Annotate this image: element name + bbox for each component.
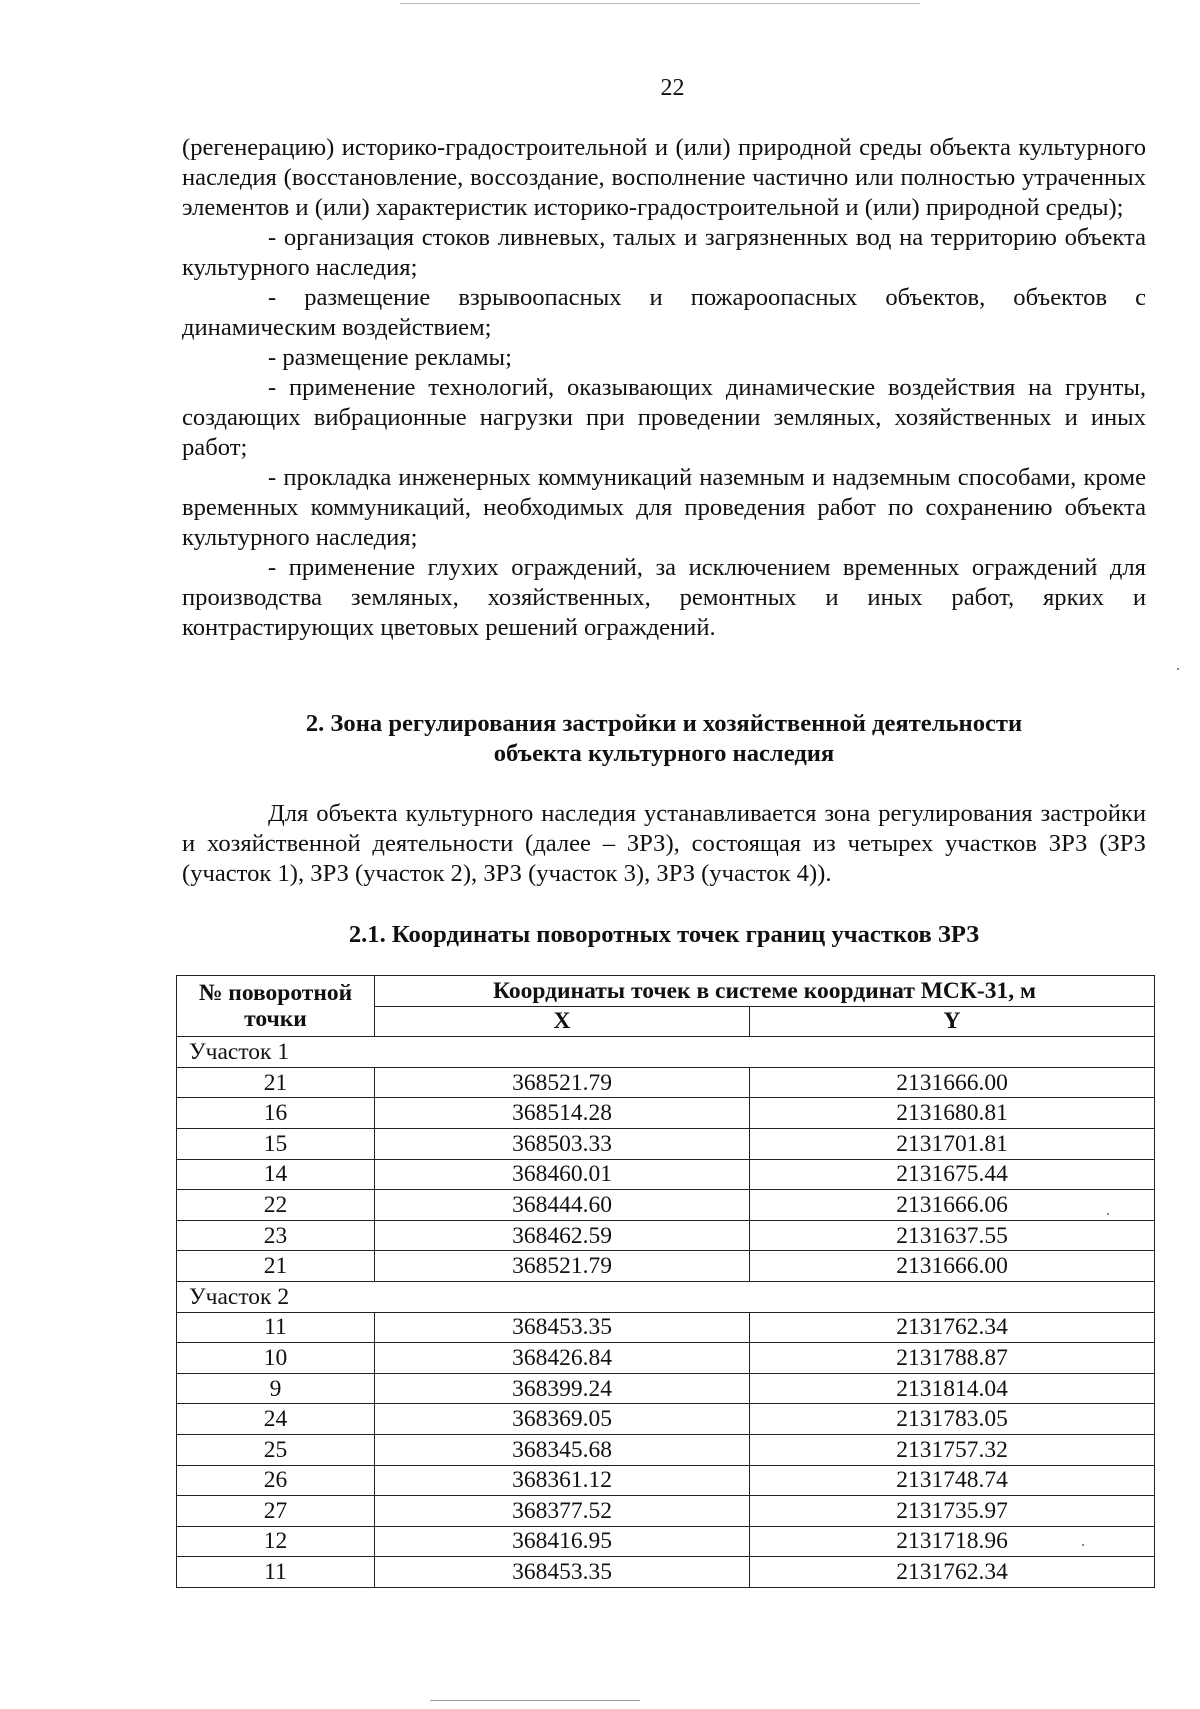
cell-x: 368521.79	[375, 1067, 750, 1098]
cell-x: 368444.60	[375, 1190, 750, 1221]
body-text	[182, 133, 1146, 643]
paragraph: - организация стоков ливневых, талых и загрязненных вод на территорию объекта культурного наследия;	[182, 224, 1146, 281]
header-point-number: № поворотной точки	[177, 976, 375, 1037]
page-number: 22	[660, 75, 685, 101]
cell-y: 2131783.05	[750, 1404, 1155, 1435]
table-row	[177, 1343, 1155, 1374]
cell-point: 23	[177, 1220, 375, 1251]
paragraph: - применение глухих ограждений, за исключением временных ограждений для производства земляных, хозяйственных, ремонтных и иных работ, ярких и контрастирующих цветовых решений ограждений.	[182, 554, 1146, 641]
cell-x: 368426.84	[375, 1343, 750, 1374]
cell-x: 368369.05	[375, 1404, 750, 1435]
coordinates-table-body	[177, 1037, 1155, 1588]
scan-speck	[1107, 1213, 1109, 1215]
paragraph: - применение технологий, оказывающих динамические воздействия на грунты, создающих вибрационные нагрузки при проведении земляных, хозяйственных и иных работ;	[182, 374, 1146, 461]
section-heading-line-1: 2. Зона регулирования застройки и хозяйственной деятельности	[305, 710, 1023, 737]
cell-point: 9	[177, 1373, 375, 1404]
intro-paragraph	[182, 799, 1146, 889]
table-row	[177, 1404, 1155, 1435]
section-heading-line-2: объекта культурного наследия	[493, 740, 835, 767]
header-y: Y	[750, 1006, 1155, 1037]
cell-y: 2131675.44	[750, 1159, 1155, 1190]
header-coordinates: Координаты точек в системе координат МСК-31, м	[375, 976, 1155, 1007]
cell-y: 2131757.32	[750, 1434, 1155, 1465]
cell-x: 368361.12	[375, 1465, 750, 1496]
cell-point: 14	[177, 1159, 375, 1190]
cell-point: 22	[177, 1190, 375, 1221]
cell-x: 368345.68	[375, 1434, 750, 1465]
bottom-scan-edge	[430, 1700, 640, 1701]
cell-point: 26	[177, 1465, 375, 1496]
table-row	[177, 1190, 1155, 1221]
cell-x: 368503.33	[375, 1128, 750, 1159]
paragraph: - размещение взрывоопасных и пожароопасных объектов, объектов с динамическим воздействием;	[182, 284, 1146, 341]
cell-point: 10	[177, 1343, 375, 1374]
table-row	[177, 1557, 1155, 1588]
table-row	[177, 1312, 1155, 1343]
section-label: Участок 2	[177, 1281, 1155, 1312]
cell-point: 11	[177, 1312, 375, 1343]
table-row	[177, 1067, 1155, 1098]
cell-x: 368453.35	[375, 1312, 750, 1343]
cell-y: 2131701.81	[750, 1128, 1155, 1159]
cell-x: 368521.79	[375, 1251, 750, 1282]
cell-point: 16	[177, 1098, 375, 1129]
table-row	[177, 1128, 1155, 1159]
cell-point: 21	[177, 1067, 375, 1098]
cell-x: 368416.95	[375, 1526, 750, 1557]
cell-y: 2131680.81	[750, 1098, 1155, 1129]
cell-point: 12	[177, 1526, 375, 1557]
cell-y: 2131666.00	[750, 1251, 1155, 1282]
cell-y: 2131814.04	[750, 1373, 1155, 1404]
coordinates-subheading: 2.1. Координаты поворотных точек границ участков ЗРЗ	[348, 921, 980, 948]
cell-x: 368514.28	[375, 1098, 750, 1129]
table-row	[177, 1465, 1155, 1496]
top-scan-edge	[400, 3, 920, 4]
table-row	[177, 1526, 1155, 1557]
table-row	[177, 1220, 1155, 1251]
paragraph: (регенерацию) историко-градостроительной и (или) природной среды объекта культурного наследия (восстановление, воссоздание, восполнение частично или полностью утраченных элементов и (или) характеристик историко-градостроительной и (или) природной среды);	[182, 134, 1146, 221]
cell-y: 2131735.97	[750, 1496, 1155, 1527]
section-label: Участок 1	[177, 1037, 1155, 1068]
cell-y: 2131666.00	[750, 1067, 1155, 1098]
cell-y: 2131762.34	[750, 1557, 1155, 1588]
table-header-row	[177, 976, 1155, 1007]
cell-y: 2131718.96	[750, 1526, 1155, 1557]
header-x: X	[375, 1006, 750, 1037]
table-row	[177, 1159, 1155, 1190]
table-row	[177, 1434, 1155, 1465]
paragraph: - размещение рекламы;	[268, 344, 512, 371]
section-row	[177, 1281, 1155, 1312]
intro-text: Для объекта культурного наследия устанавливается зона регулирования застройки и хозяйственной деятельности (далее – ЗРЗ), состоящая из четырех участков ЗРЗ (ЗРЗ (участок 1), ЗРЗ (участок 2), ЗРЗ (участок 3), ЗРЗ (участок 4)).	[182, 800, 1146, 887]
cell-point: 25	[177, 1434, 375, 1465]
cell-point: 11	[177, 1557, 375, 1588]
cell-x: 368399.24	[375, 1373, 750, 1404]
cell-x: 368462.59	[375, 1220, 750, 1251]
cell-point: 27	[177, 1496, 375, 1527]
cell-point: 24	[177, 1404, 375, 1435]
cell-point: 21	[177, 1251, 375, 1282]
coordinates-table	[176, 975, 1155, 1588]
cell-y: 2131666.06	[750, 1190, 1155, 1221]
table-row	[177, 1251, 1155, 1282]
section-row	[177, 1037, 1155, 1068]
table-row	[177, 1373, 1155, 1404]
cell-y: 2131762.34	[750, 1312, 1155, 1343]
cell-y: 2131788.87	[750, 1343, 1155, 1374]
cell-y: 2131748.74	[750, 1465, 1155, 1496]
scan-speck	[1177, 668, 1179, 670]
table-row	[177, 1496, 1155, 1527]
scan-speck	[1082, 1544, 1084, 1546]
paragraph: - прокладка инженерных коммуникаций наземным и надземным способами, кроме временных коммуникаций, необходимых для проведения работ по сохранению объекта культурного наследия;	[182, 464, 1146, 551]
table-row	[177, 1098, 1155, 1129]
section-heading	[182, 709, 1146, 769]
cell-x: 368460.01	[375, 1159, 750, 1190]
cell-x: 368453.35	[375, 1557, 750, 1588]
cell-point: 15	[177, 1128, 375, 1159]
coordinates-table-head	[177, 976, 1155, 1037]
cell-y: 2131637.55	[750, 1220, 1155, 1251]
cell-x: 368377.52	[375, 1496, 750, 1527]
